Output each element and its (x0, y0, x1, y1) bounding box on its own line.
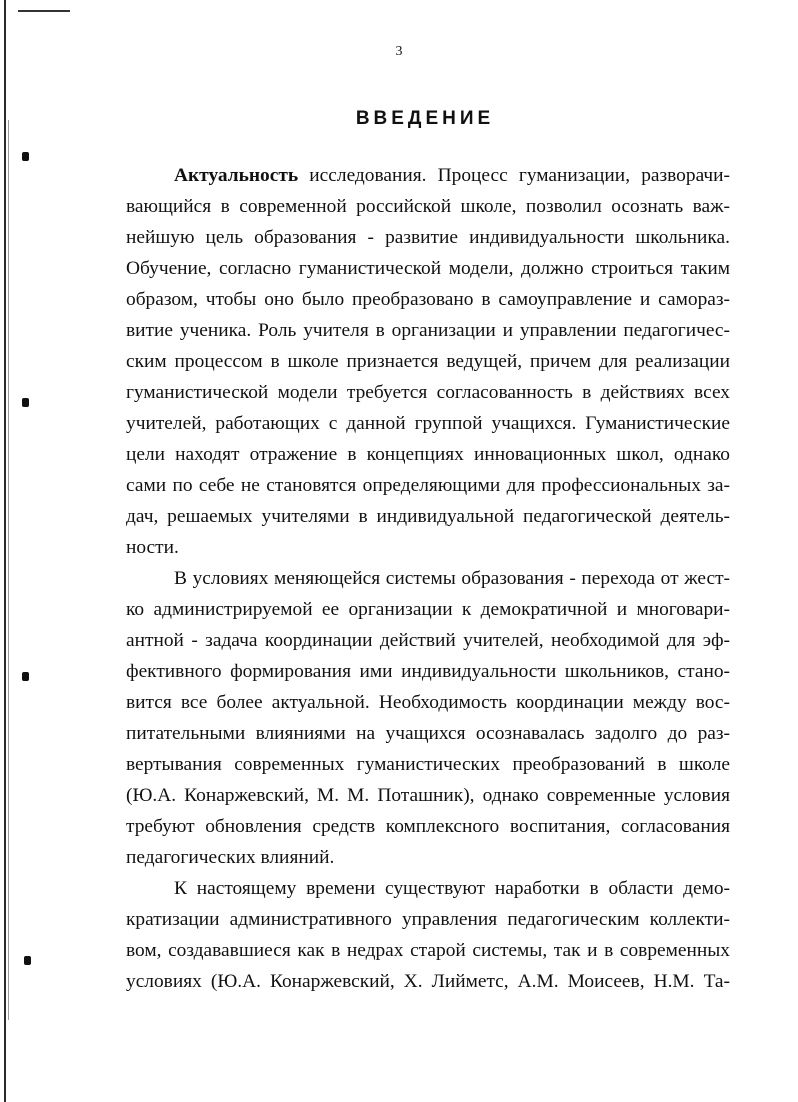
text-line: гуманистической модели требуется согласованность в действиях всех (126, 382, 730, 403)
text-line: вом, создававшиеся как в недрах старой системы, так и в современных (126, 940, 730, 961)
text-line: (Ю.А. Конаржевский, М. М. Поташник), однако современные условия (126, 785, 730, 806)
page-title: ВВЕДЕНИЕ (355, 108, 495, 129)
scan-edge-line (4, 0, 6, 1102)
text-line: вится все более актуальной. Необходимость координации между вос- (126, 692, 730, 713)
body-text (126, 160, 730, 997)
text-line: образом, чтобы оно было преобразовано в самоуправление и самораз- (126, 289, 730, 310)
text-line: дач, решаемых учителями в индивидуальной педагогической деятель- (126, 506, 730, 527)
text-line: учителей, работающих с данной группой учащихся. Гуманистические (126, 413, 730, 434)
text-line: педагогических влияний. (126, 847, 335, 868)
scan-top-dash (18, 10, 70, 12)
text-line: антной - задача координации действий учителей, необходимой для эф- (126, 630, 730, 651)
scan-margin (0, 0, 30, 1102)
text-line: цели находят отражение в концепциях инновационных школ, однако (126, 444, 730, 465)
punch-hole-mark (22, 398, 29, 407)
text-line: Актуальность исследования. Процесс гуманизации, разворачи- (174, 165, 730, 186)
text-line: вертывания современных гуманистических преобразований в школе (126, 754, 730, 775)
text-line: требуют обновления средств комплексного воспитания, согласования (126, 816, 730, 837)
text-line: ко администрируемой ее организации к демократичной и многовари- (126, 599, 730, 620)
text-line: вающийся в современной российской школе, позволил осознать важ- (126, 196, 730, 217)
text-line: ским процессом в школе признается ведущей, причем для реализации (126, 351, 730, 372)
text-line: В условиях меняющейся системы образования - перехода от жест- (174, 568, 730, 589)
text-line: К настоящему времени существуют наработки в области демо- (174, 878, 730, 899)
page-number: 3 (395, 44, 403, 59)
text-line: фективного формирования ими индивидуальности школьников, стано- (126, 661, 730, 682)
punch-hole-mark (22, 672, 29, 681)
text-line: условиях (Ю.А. Конаржевский, Х. Лийметс, А.М. Моисеев, Н.М. Та- (126, 971, 730, 992)
text-line: Обучение, согласно гуманистической модели, должно строиться таким (126, 258, 730, 279)
text-line: кратизации административного управления педагогическим коллекти- (126, 909, 730, 930)
punch-hole-mark (22, 152, 29, 161)
punch-hole-mark (24, 956, 31, 965)
text-line: питательными влияниями на учащихся осознавалась задолго до раз- (126, 723, 730, 744)
bold-term: Актуальность (174, 165, 299, 186)
text-line: нейшую цель образования - развитие индивидуальности школьника. (126, 227, 730, 248)
scan-edge-line (8, 120, 9, 1020)
text-line: ности. (126, 537, 179, 558)
text-line: витие ученика. Роль учителя в организации и управлении педагогичес- (126, 320, 730, 341)
text-line: сами по себе не становятся определяющими для профессиональных за- (126, 475, 730, 496)
